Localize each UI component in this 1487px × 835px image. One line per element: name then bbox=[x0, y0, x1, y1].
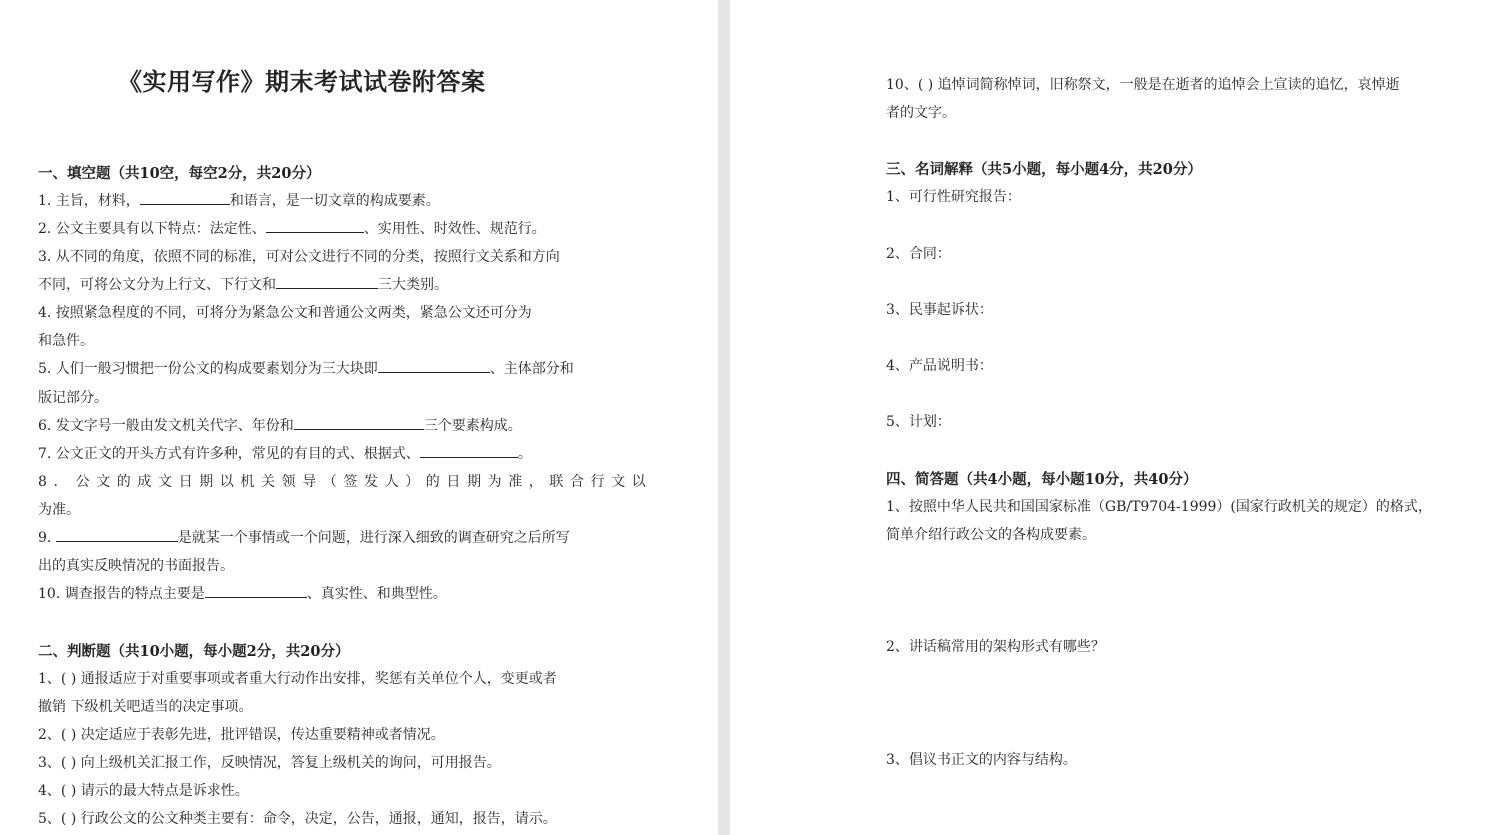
fill-question-1: 1. 主旨，材料， 和语言，是一切文章的构成要素。 bbox=[38, 190, 440, 210]
answer-blank bbox=[56, 527, 178, 542]
page-right bbox=[730, 0, 1487, 835]
judge-question-1: 1、( ) 通报适应于对重要事项或者重大行动作出安排，奖惩有关单位个人，变更或者 bbox=[38, 671, 557, 687]
answer-blank bbox=[140, 190, 230, 205]
fill-question-9-cont: 出的真实反映情况的书面报告。 bbox=[38, 558, 234, 574]
page-divider bbox=[718, 0, 730, 835]
short-question-2: 2、讲话稿常用的架构形式有哪些？ bbox=[886, 639, 1105, 655]
fill-question-3-cont: 不同，可将公文分为上行文、下行文和 三大类别。 bbox=[38, 274, 448, 294]
judge-question-1-cont: 撤销 下级机关吧适当的决定事项。 bbox=[38, 699, 253, 715]
answer-blank bbox=[205, 583, 307, 598]
short-question-1-cont: 简单介绍行政公文的各构成要素。 bbox=[886, 527, 1096, 543]
term-question-2: 2、合同： bbox=[886, 246, 951, 262]
term-question-4: 4、产品说明书： bbox=[886, 358, 993, 374]
page-left bbox=[0, 0, 718, 835]
fill-question-7: 7. 公文正文的开头方式有许多种，常见的有目的式、根据式、 。 bbox=[38, 443, 532, 463]
term-question-3: 3、民事起诉状： bbox=[886, 302, 993, 318]
answer-blank bbox=[294, 415, 424, 430]
fill-question-8-cont: 为准。 bbox=[38, 502, 80, 518]
judge-question-3: 3、( ) 向上级机关汇报工作，反映情况，答复上级机关的询问，可用报告。 bbox=[38, 755, 501, 771]
section3-heading: 三、名词解释（共5小题，每小题4分，共20分） bbox=[886, 161, 1202, 178]
section1-heading: 一、填空题（共10空，每空2分，共20分） bbox=[38, 165, 321, 182]
judge-question-4: 4、( ) 请示的最大特点是诉求性。 bbox=[38, 783, 249, 799]
section2-heading: 二、判断题（共10小题，每小题2分，共20分） bbox=[38, 643, 350, 660]
judge-question-2: 2、( ) 决定适应于表彰先进，批评错误，传达重要精神或者情况。 bbox=[38, 727, 445, 743]
fill-question-10: 10. 调查报告的特点主要是 、真实性、和典型性。 bbox=[38, 583, 447, 603]
fill-question-8: 8. 公文的成文日期以机关领导（签发人）的日期为准，联合行文以 bbox=[38, 474, 653, 490]
fill-question-4-cont: 和急件。 bbox=[38, 333, 94, 349]
judge-question-10: 10、( ) 追悼词简称悼词，旧称祭文，一般是在逝者的追悼会上宣读的追忆，哀悼逝 bbox=[886, 77, 1400, 93]
fill-question-9: 9. 是就某一个事情或一个问题，进行深入细致的调查研究之后所写 bbox=[38, 527, 570, 547]
answer-blank bbox=[420, 443, 518, 458]
fill-question-5-cont: 版记部分。 bbox=[38, 390, 108, 406]
answer-blank bbox=[276, 274, 378, 289]
short-question-1: 1、按照中华人民共和国国家标准（GB/T9704-1999）(国家行政机关的规定）的格式， bbox=[886, 499, 1432, 515]
judge-question-5: 5、( ) 行政公文的公文种类主要有：命令，决定，公告，通报，通知，报告，请示。 bbox=[38, 811, 557, 827]
answer-blank bbox=[266, 218, 364, 233]
short-question-3: 3、倡议书正文的内容与结构。 bbox=[886, 752, 1077, 768]
section4-heading: 四、简答题（共4小题，每小题10分，共40分） bbox=[886, 471, 1198, 488]
term-question-1: 1、可行性研究报告： bbox=[886, 189, 1021, 205]
fill-question-5: 5. 人们一般习惯把一份公文的构成要素划分为三大块即 、主体部分和 bbox=[38, 358, 574, 378]
judge-question-10-cont: 者的文字。 bbox=[886, 105, 956, 121]
term-question-5: 5、计划： bbox=[886, 414, 951, 430]
fill-question-6: 6. 发文字号一般由发文机关代字、年份和 三个要素构成。 bbox=[38, 415, 522, 435]
fill-question-2: 2. 公文主要具有以下特点：法定性、 、实用性、时效性、规范行。 bbox=[38, 218, 546, 238]
fill-question-3: 3. 从不同的角度，依照不同的标准，可对公文进行不同的分类，按照行文关系和方向 bbox=[38, 249, 560, 265]
document-title: 《实用写作》期末考试试卷附答案 bbox=[118, 67, 486, 96]
answer-blank bbox=[378, 358, 490, 373]
fill-question-4: 4. 按照紧急程度的不同，可将分为紧急公文和普通公文两类，紧急公文还可分为 bbox=[38, 305, 532, 321]
